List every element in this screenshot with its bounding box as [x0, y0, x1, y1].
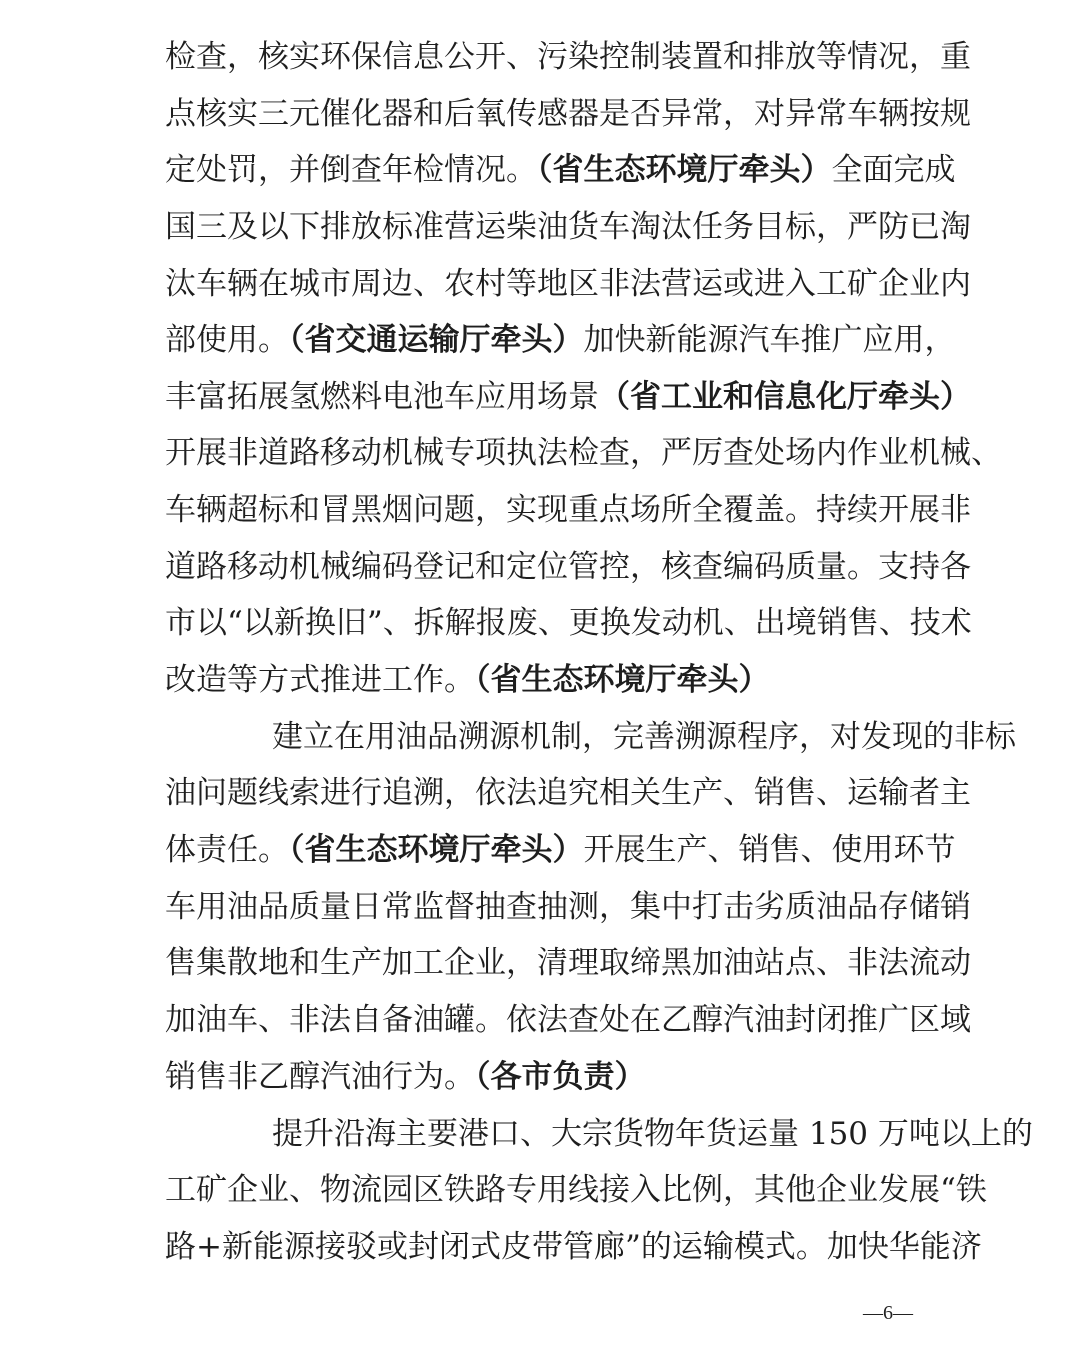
text-segment: 路+新能源接驳或封闭式皮带管廊”的运输模式。加快华能济 [165, 1229, 982, 1265]
text-segment: 加油车、非法自备油罐。依法查处在乙醇汽油封闭推广区域 [165, 1002, 971, 1038]
text-line [165, 887, 971, 927]
text-line [165, 320, 956, 360]
text-line [165, 377, 971, 417]
text-line [165, 433, 1002, 473]
text-line [165, 1170, 987, 1210]
text-segment: 道路移动机械编码登记和定位管控，核查编码质量。支持各 [165, 549, 971, 585]
text-segment: 定处罚，并倒查年检情况。 [165, 152, 537, 188]
text-line [165, 547, 971, 587]
text-segment: 售集散地和生产加工企业，清理取缔黑加油站点、非法流动 [165, 945, 971, 981]
responsible-agency-note: （各市负责） [475, 1059, 646, 1095]
responsible-agency-note: （省生态环境厅牵头） [537, 152, 832, 188]
text-line [165, 1057, 915, 1097]
text-line [165, 1227, 982, 1267]
paragraph-first-line [272, 1114, 1033, 1154]
text-segment: 市以“以新换旧”、拆解报废、更换发动机、出境销售、技术 [165, 605, 972, 641]
text-segment: 销售非乙醇汽油行为。 [165, 1059, 475, 1095]
text-line [165, 660, 915, 700]
text-segment: 丰富拓展氢燃料电池车应用场景 [165, 379, 599, 415]
text-segment: 工矿企业、物流园区铁路专用线接入比例，其他企业发展“铁 [165, 1172, 987, 1208]
text-line [165, 37, 971, 77]
text-segment: 加快新能源汽车推广应用， [583, 322, 956, 358]
text-segment: 开展生产、销售、使用环节 [583, 832, 956, 868]
text-segment: 检查，核实环保信息公开、污染控制装置和排放等情况，重 [165, 39, 971, 75]
text-segment: 提升沿海主要港口、大宗货物年货运量 150 万吨以上的 [272, 1116, 1033, 1152]
text-segment: 国三及以下排放标准营运柴油货车淘汰任务目标，严防已淘 [165, 209, 971, 245]
text-segment: 改造等方式推进工作。 [165, 662, 475, 698]
responsible-agency-note: （省工业和信息化厅牵头） [599, 379, 971, 415]
text-line [165, 943, 971, 983]
text-line [165, 603, 972, 643]
text-line [165, 207, 971, 247]
paragraph-first-line [272, 717, 1016, 757]
text-segment: 建立在用油品溯源机制，完善溯源程序，对发现的非标 [272, 719, 1016, 755]
text-line [165, 150, 956, 190]
responsible-agency-note: （省生态环境厅牵头） [475, 662, 770, 698]
text-segment: 部使用。 [165, 322, 289, 358]
text-segment: 车辆超标和冒黑烟问题，实现重点场所全覆盖。持续开展非 [165, 492, 971, 528]
text-segment: 全面完成 [831, 152, 956, 188]
text-segment: 油问题线索进行追溯，依法追究相关生产、销售、运输者主 [165, 775, 971, 811]
text-segment: 车用油品质量日常监督抽查抽测，集中打击劣质油品存储销 [165, 889, 971, 925]
text-segment: 体责任。 [165, 832, 289, 868]
text-line [165, 490, 971, 530]
text-line [165, 264, 971, 304]
responsible-agency-note: （省交通运输厅牵头） [289, 322, 584, 358]
text-line [165, 1000, 971, 1040]
text-segment: 点核实三元催化器和后氧传感器是否异常，对异常车辆按规 [165, 96, 971, 132]
text-line [165, 830, 956, 870]
text-line [165, 773, 971, 813]
text-line [165, 94, 971, 134]
responsible-agency-note: （省生态环境厅牵头） [289, 832, 584, 868]
text-segment: 汰车辆在城市周边、农村等地区非法营运或进入工矿企业内 [165, 266, 971, 302]
page-number: —6— [863, 1302, 913, 1324]
text-segment: 开展非道路移动机械专项执法检查，严厉查处场内作业机械、 [165, 435, 1002, 471]
